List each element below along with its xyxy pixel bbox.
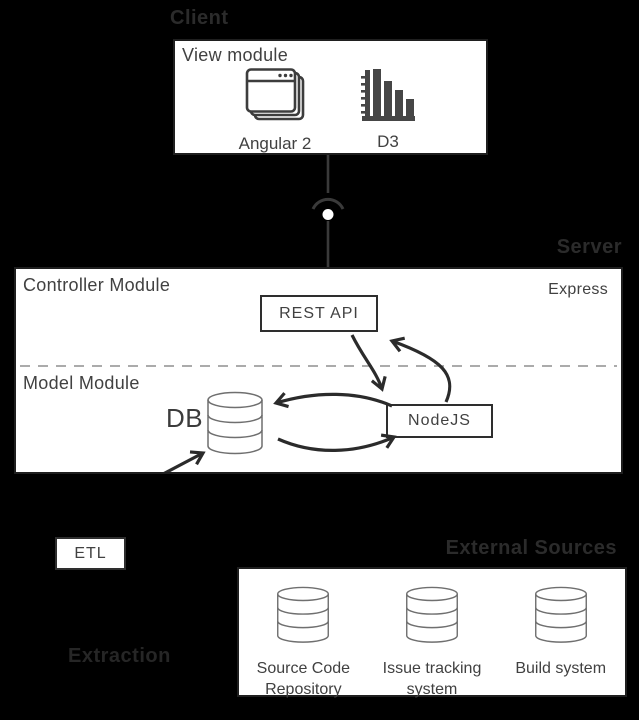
model-module-title: Model Module	[23, 373, 140, 393]
build-system-item	[496, 586, 625, 680]
express-label: Express	[548, 281, 608, 298]
issue-tracking-item	[368, 586, 497, 701]
d3-label: D3	[377, 132, 399, 151]
source-code-repository-label: Source Code Repository	[256, 660, 351, 698]
database-icon	[534, 586, 588, 649]
angular-label: Angular 2	[238, 134, 312, 153]
view-module-box	[173, 39, 488, 155]
database-icon	[405, 586, 459, 649]
etl-node: ETL	[55, 537, 126, 570]
rest-api-node: REST API	[260, 295, 378, 332]
external-sources-box	[237, 567, 627, 697]
source-code-repository-item	[239, 586, 368, 701]
browser-stack-icon	[244, 68, 306, 131]
db-label: DB	[166, 403, 204, 433]
nodejs-node: NodeJS	[386, 404, 493, 438]
database-icon	[276, 586, 330, 649]
view-module-title: View module	[182, 45, 289, 65]
bar-chart-icon	[360, 68, 416, 129]
angular-item	[215, 68, 335, 154]
controller-module-title: Controller Module	[23, 275, 171, 295]
arrow-db-to-nodejs	[278, 437, 394, 450]
database-icon	[207, 391, 263, 460]
extraction-zone-label: Extraction	[68, 645, 171, 667]
server-zone-label: Server	[556, 236, 622, 258]
issue-tracking-label: Issue tracking system	[382, 660, 482, 698]
d3-item	[333, 68, 443, 152]
client-zone-label: Client	[170, 7, 229, 29]
ball-socket-connector-icon	[300, 155, 356, 267]
arrow-nodejs-to-restapi	[392, 341, 450, 402]
arrow-etl-to-db	[146, 453, 203, 472]
arrow-nodejs-to-db	[276, 394, 392, 406]
server-box	[14, 267, 623, 474]
arrow-restapi-to-nodejs	[352, 335, 382, 389]
external-sources-zone-label: External Sources	[445, 537, 617, 559]
build-system-label: Build system	[515, 660, 607, 677]
